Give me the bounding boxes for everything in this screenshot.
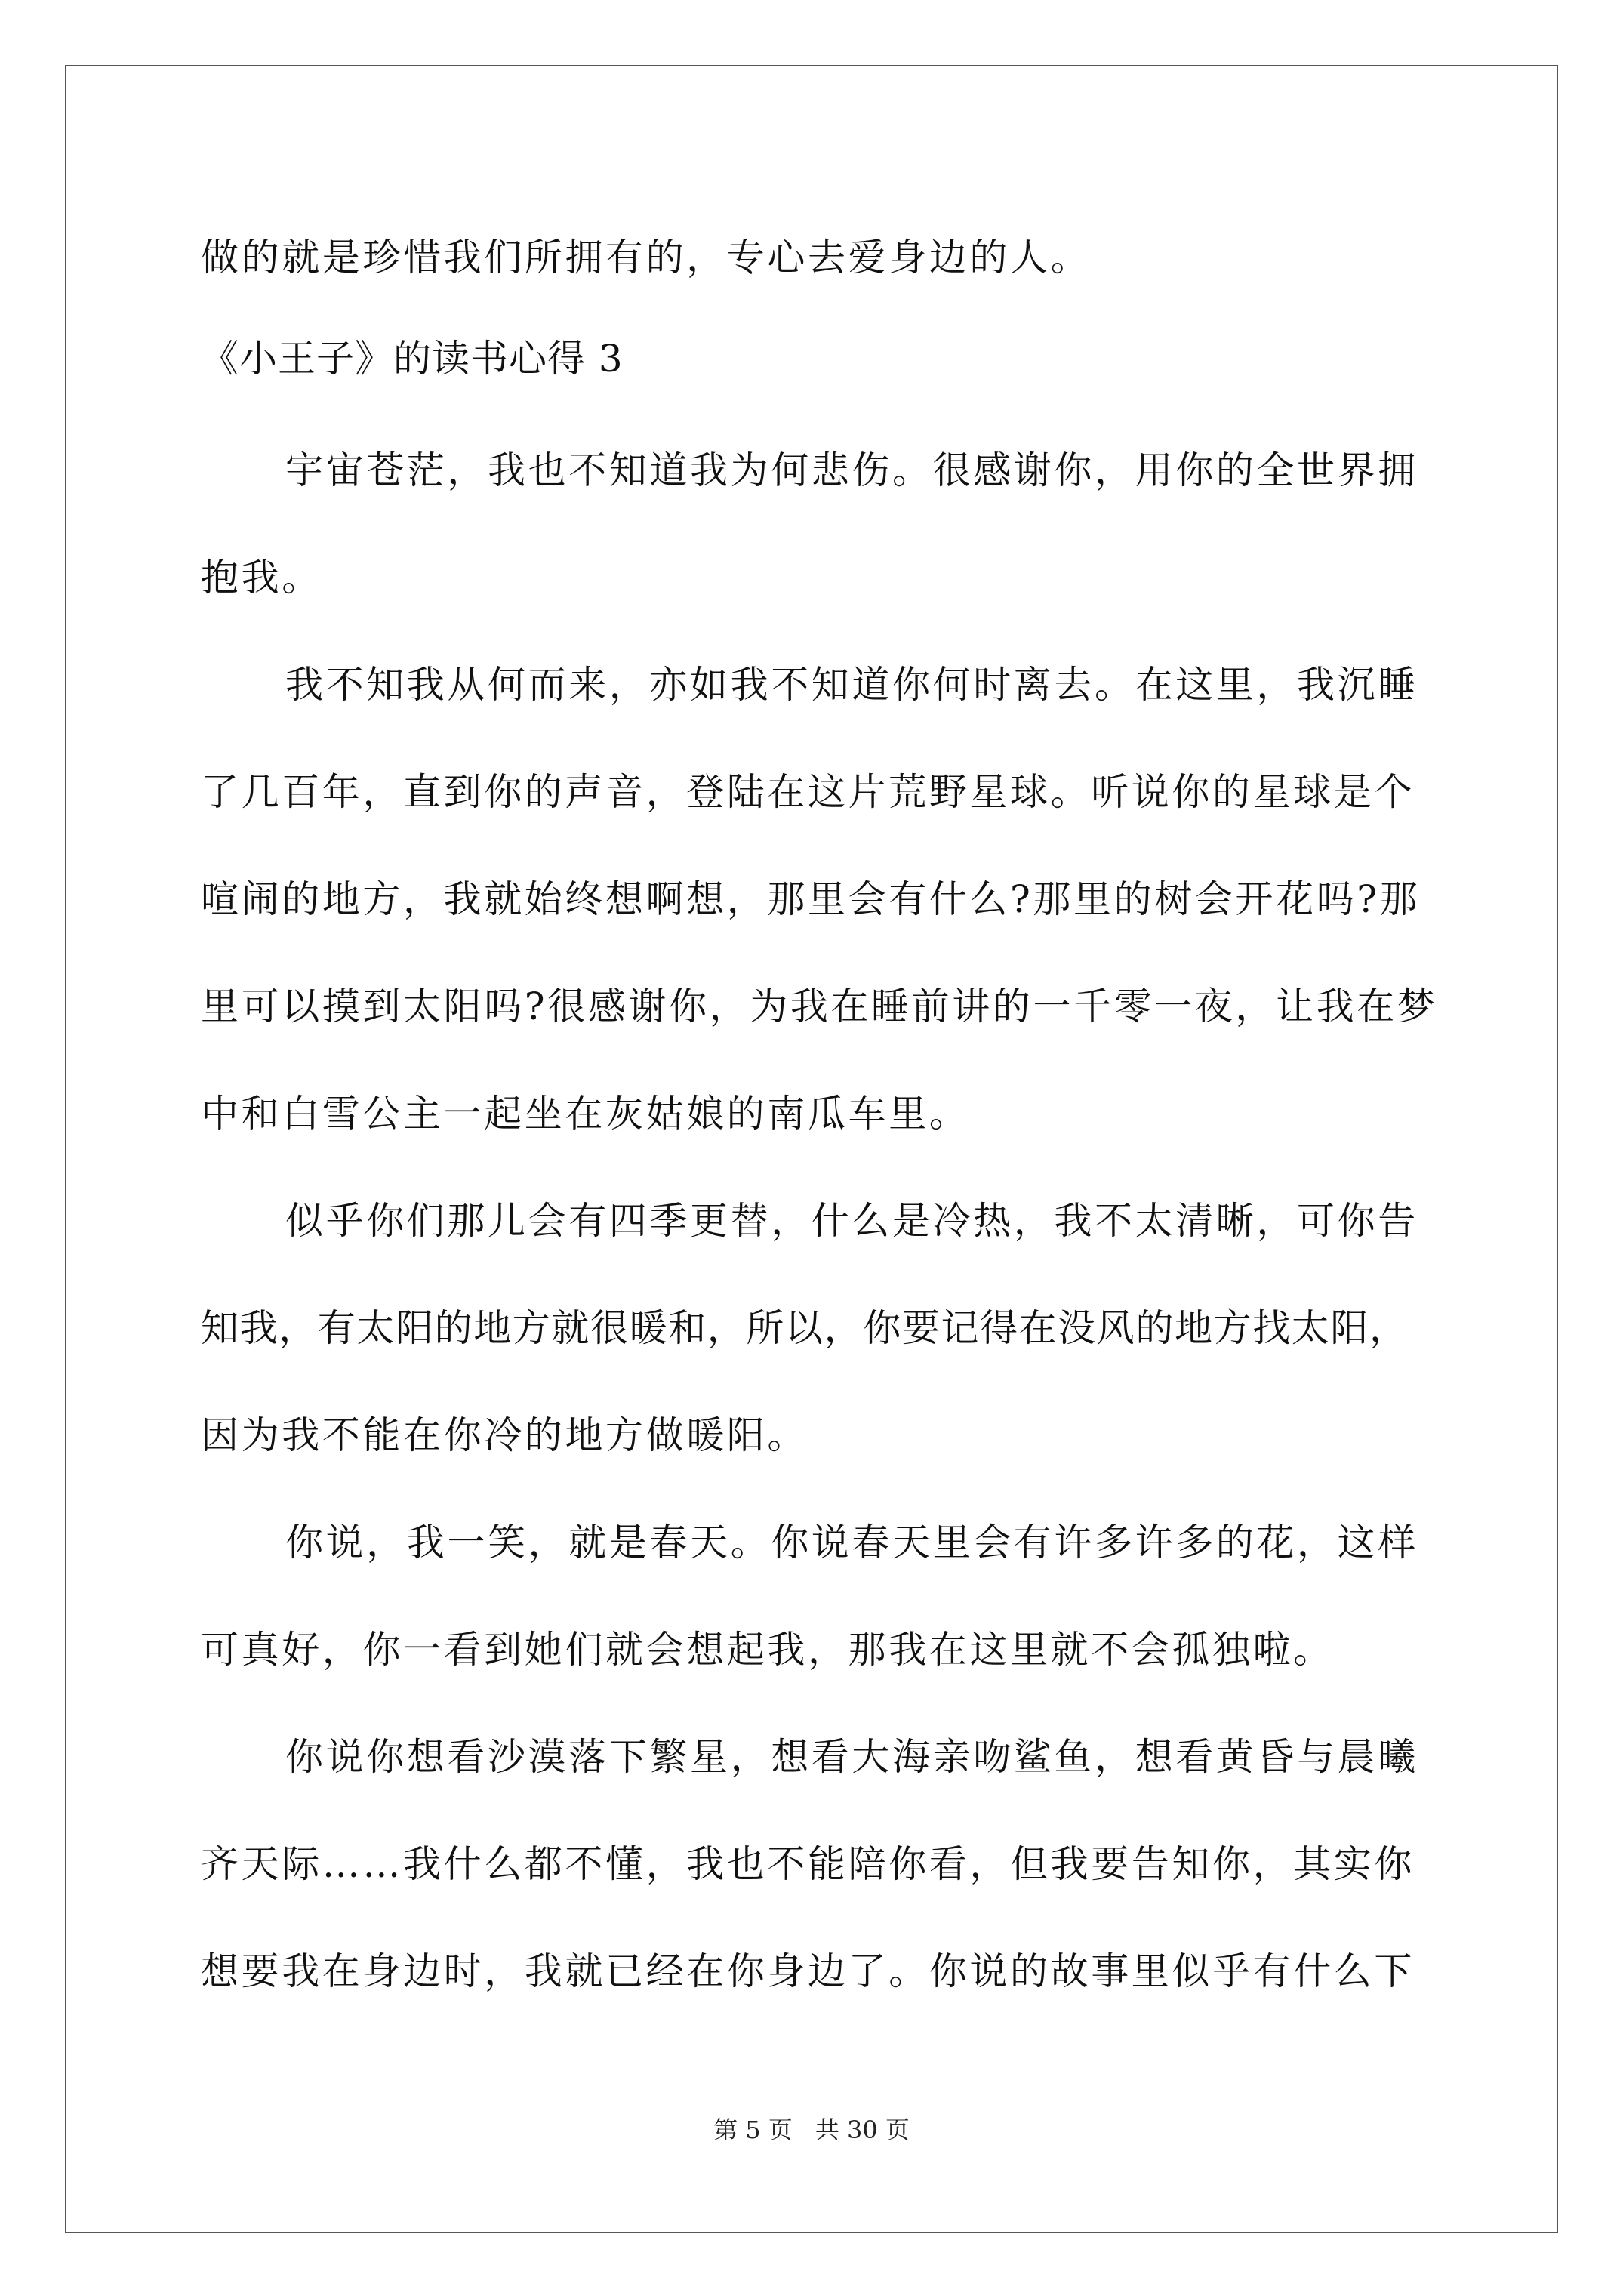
section-heading: 《小王子》的读书心得 3 — [201, 337, 624, 381]
body-line: 做的就是珍惜我们所拥有的，专心去爱身边的人。 — [201, 236, 1092, 279]
document-body — [201, 204, 1439, 2025]
body-line: 抱我。 — [201, 556, 322, 599]
body-line: 知我，有太阳的地方就很暖和，所以，你要记得在没风的地方找太阳， — [201, 1306, 1409, 1350]
body-line: 了几百年，直到你的声音，登陆在这片荒野星球。听说你的星球是个 — [201, 770, 1415, 814]
body-line: 里可以摸到太阳吗?很感谢你，为我在睡前讲的一千零一夜，让我在梦 — [201, 985, 1438, 1028]
paragraph-line: 我不知我从何而来，亦如我不知道你何时离去。在这里，我沉睡 — [285, 663, 1418, 707]
body-line: 中和白雪公主一起坐在灰姑娘的南瓜车里。 — [201, 1092, 970, 1136]
body-line: 因为我不能在你冷的地方做暖阳。 — [201, 1413, 808, 1457]
body-line: 齐天际……我什么都不懂，我也不能陪你看，但我要告知你，其实你 — [201, 1842, 1415, 1886]
paragraph-line: 你说你想看沙漠落下繁星，想看大海亲吻鲨鱼，想看黄昏与晨曦 — [285, 1735, 1418, 1779]
paragraph-line: 似乎你们那儿会有四季更替，什么是冷热，我不太清晰，可你告 — [285, 1199, 1418, 1243]
body-line: 喧闹的地方，我就始终想啊想，那里会有什么?那里的树会开花吗?那 — [201, 877, 1421, 921]
paragraph-line: 你说，我一笑，就是春天。你说春天里会有许多许多的花，这样 — [285, 1521, 1418, 1564]
page-footer — [0, 2111, 1623, 2146]
total-pages: 共 30 页 — [815, 2116, 910, 2144]
paragraph-line: 宇宙苍茫，我也不知道我为何悲伤。很感谢你，用你的全世界拥 — [285, 448, 1418, 492]
body-line: 可真好，你一看到她们就会想起我，那我在这里就不会孤独啦。 — [201, 1628, 1334, 1672]
page-number: 第 5 页 — [713, 2116, 793, 2144]
body-line: 想要我在身边时，我就已经在你身边了。你说的故事里似乎有什么下 — [201, 1949, 1415, 1993]
